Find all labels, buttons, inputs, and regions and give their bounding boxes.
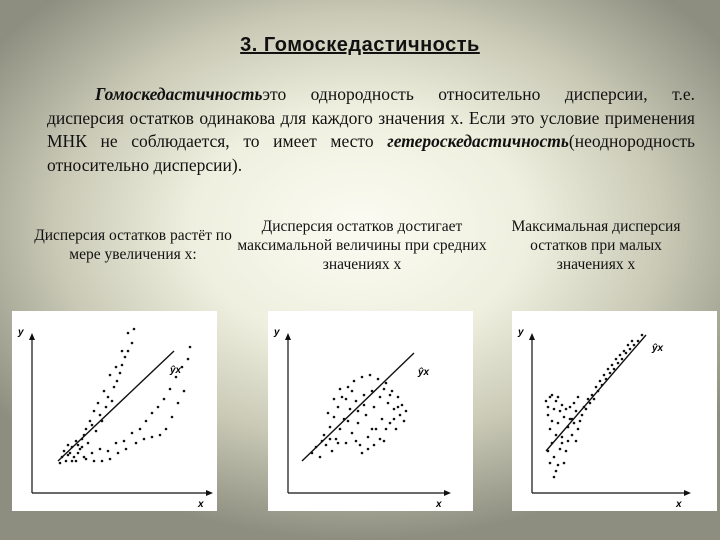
scatter-point: [311, 452, 314, 455]
scatter-point: [345, 442, 348, 445]
scatter-point: [633, 344, 636, 347]
scatter-point: [83, 456, 86, 459]
scatter-point: [637, 340, 640, 343]
scatter-point: [561, 404, 564, 407]
y-axis-label: y: [274, 327, 280, 338]
scatter-point: [335, 438, 338, 441]
scatter-point: [365, 414, 368, 417]
scatter-point: [357, 410, 360, 413]
scatter-plot-low-x: [512, 311, 717, 511]
scatter-point: [401, 404, 404, 407]
x-axis-arrow: [206, 490, 213, 496]
scatter-point: [93, 410, 96, 413]
scatter-point: [145, 420, 148, 423]
scatter-point: [593, 398, 596, 401]
scatter-point: [357, 422, 360, 425]
scatter-point: [615, 358, 618, 361]
term-homoscedasticity: Гомоскедастичность: [95, 84, 263, 104]
scatter-point: [575, 440, 578, 443]
scatter-point: [561, 436, 564, 439]
scatter-point: [367, 436, 370, 439]
scatter-point: [549, 396, 552, 399]
scatter-point: [551, 420, 554, 423]
scatter-point: [547, 414, 550, 417]
y-axis-label: y: [518, 327, 524, 338]
scatter-point: [389, 394, 392, 397]
scatter-point: [71, 460, 74, 463]
scatter-point: [65, 460, 68, 463]
scatter-point: [389, 422, 392, 425]
scatter-point: [363, 404, 366, 407]
scatter-point: [115, 366, 118, 369]
scatter-point: [631, 340, 634, 343]
scatter-point: [353, 380, 356, 383]
scatter-point: [553, 456, 556, 459]
scatter-point: [163, 398, 166, 401]
caption-increasing-variance: Дисперсия остатков растёт по мере увеличения x:: [34, 227, 232, 263]
scatter-plot-middle: [268, 311, 473, 511]
scatter-point: [583, 406, 586, 409]
scatter-point: [187, 358, 190, 361]
scatter-point: [75, 440, 78, 443]
scatter-point: [351, 390, 354, 393]
scatter-point: [189, 346, 192, 349]
scatter-point: [629, 348, 632, 351]
scatter-svg-2: [268, 311, 473, 511]
scatter-point: [343, 418, 346, 421]
caption-middle-variance: Дисперсия остатков достигает максимальной величины при средних значениях x: [237, 218, 487, 273]
scatter-point: [373, 406, 376, 409]
scatter-point: [355, 440, 358, 443]
scatter-point: [553, 408, 556, 411]
y-axis-arrow: [529, 333, 535, 340]
scatter-point: [361, 376, 364, 379]
scatter-svg-1: [12, 311, 217, 511]
scatter-point: [405, 410, 408, 413]
scatter-point: [367, 448, 370, 451]
scatter-point: [91, 452, 94, 455]
scatter-point: [363, 394, 366, 397]
scatter-point: [395, 428, 398, 431]
x-axis-arrow: [444, 490, 451, 496]
scatter-point: [617, 362, 620, 365]
scatter-point: [77, 444, 80, 447]
scatter-point: [115, 442, 118, 445]
scatter-point: [99, 414, 102, 417]
scatter-point: [135, 442, 138, 445]
scatter-point: [565, 408, 568, 411]
scatter-point: [385, 382, 388, 385]
regression-line-label: ŷx: [652, 343, 664, 354]
scatter-point: [67, 444, 70, 447]
scatter-point: [627, 344, 630, 347]
scatter-point: [559, 410, 562, 413]
scatter-point: [171, 416, 174, 419]
scatter-point: [387, 402, 390, 405]
scatter-point: [641, 334, 644, 337]
scatter-point: [545, 400, 548, 403]
scatter-point: [611, 364, 614, 367]
scatter-point: [105, 406, 108, 409]
scatter-point: [553, 476, 556, 479]
scatter-point: [93, 460, 96, 463]
scatter-point: [69, 452, 72, 455]
scatter-point: [599, 380, 602, 383]
scatter-point: [101, 420, 104, 423]
scatter-dots: [311, 374, 408, 459]
scatter-point: [333, 416, 336, 419]
scatter-point: [571, 434, 574, 437]
scatter-point: [83, 434, 86, 437]
scatter-point: [133, 328, 136, 331]
scatter-point: [329, 438, 332, 441]
scatter-point: [97, 402, 100, 405]
scatter-point: [81, 438, 84, 441]
scatter-point: [381, 418, 384, 421]
scatter-point: [549, 428, 552, 431]
x-axis-label: x: [198, 499, 204, 510]
scatter-point: [601, 384, 604, 387]
definition-paragraph: [47, 83, 695, 177]
scatter-point: [321, 440, 324, 443]
scatter-point: [573, 402, 576, 405]
scatter-point: [91, 424, 94, 427]
scatter-point: [107, 396, 110, 399]
scatter-point: [315, 446, 318, 449]
scatter-point: [373, 444, 376, 447]
scatter-point: [127, 350, 130, 353]
scatter-point: [625, 352, 628, 355]
scatter-point: [71, 446, 74, 449]
definition-text-end: (неоднородность относительно дисперсии).: [47, 131, 695, 175]
scatter-point: [159, 434, 162, 437]
scatter-point: [555, 400, 558, 403]
scatter-point: [85, 458, 88, 461]
scatter-point: [143, 438, 146, 441]
scatter-point: [337, 442, 340, 445]
scatter-point: [341, 396, 344, 399]
scatter-point: [339, 388, 342, 391]
scatter-point: [85, 428, 88, 431]
scatter-point: [89, 420, 92, 423]
scatter-point: [549, 462, 552, 465]
scatter-point: [113, 386, 116, 389]
scatter-point: [567, 426, 570, 429]
scatter-point: [383, 388, 386, 391]
scatter-point: [603, 374, 606, 377]
scatter-point: [151, 412, 154, 415]
scatter-point: [73, 456, 76, 459]
scatter-point: [77, 452, 80, 455]
scatter-point: [597, 390, 600, 393]
scatter-point: [103, 390, 106, 393]
scatter-point: [557, 396, 560, 399]
scatter-point: [577, 428, 580, 431]
regression-line-label: ŷx: [170, 365, 182, 376]
scatter-point: [551, 394, 554, 397]
regression-line-label: ŷx: [418, 367, 430, 378]
scatter-point: [109, 374, 112, 377]
scatter-point: [399, 414, 402, 417]
scatter-point: [569, 406, 572, 409]
scatter-point: [391, 390, 394, 393]
scatter-point: [139, 428, 142, 431]
scatter-point: [81, 446, 84, 449]
scatter-point: [555, 470, 558, 473]
scatter-point: [393, 418, 396, 421]
scatter-point: [75, 460, 78, 463]
scatter-point: [393, 408, 396, 411]
scatter-point: [325, 444, 328, 447]
scatter-point: [595, 386, 598, 389]
scatter-point: [623, 350, 626, 353]
scatter-point: [547, 450, 550, 453]
scatter-point: [169, 388, 172, 391]
scatter-point: [589, 402, 592, 405]
scatter-point: [123, 440, 126, 443]
definition-text: это однородность относительно дисперсии, т.е. дисперсия остатков одинакова для каждого значения x. Если это условие применения МНК не соблюдается, то имеет место: [47, 84, 695, 151]
scatter-point: [67, 454, 70, 457]
scatter-point: [587, 398, 590, 401]
scatter-point: [379, 396, 382, 399]
scatter-point: [613, 368, 616, 371]
scatter-point: [347, 420, 350, 423]
scatter-point: [385, 428, 388, 431]
scatter-point: [339, 428, 342, 431]
scatter-point: [397, 406, 400, 409]
slide-title: 3. Гомоскедастичность: [240, 34, 480, 56]
scatter-point: [557, 464, 560, 467]
scatter-point: [585, 408, 588, 411]
scatter-point: [577, 396, 580, 399]
scatter-dots: [59, 328, 192, 465]
scatter-point: [109, 458, 112, 461]
scatter-point: [377, 378, 380, 381]
scatter-point: [383, 440, 386, 443]
scatter-point: [63, 450, 66, 453]
x-axis-label: x: [436, 499, 442, 510]
scatter-point: [371, 428, 374, 431]
scatter-point: [101, 460, 104, 463]
scatter-point: [87, 442, 90, 445]
scatter-point: [327, 412, 330, 415]
y-axis-arrow: [285, 333, 291, 340]
scatter-point: [119, 372, 122, 375]
scatter-point: [59, 462, 62, 465]
scatter-point: [99, 448, 102, 451]
scatter-point: [609, 372, 612, 375]
scatter-point: [116, 380, 119, 383]
scatter-point: [117, 452, 120, 455]
scatter-point: [131, 432, 134, 435]
scatter-point: [107, 450, 110, 453]
scatter-point: [567, 440, 570, 443]
scatter-point: [369, 374, 372, 377]
scatter-point: [333, 398, 336, 401]
scatter-point: [555, 434, 558, 437]
scatter-point: [319, 456, 322, 459]
scatter-point: [591, 394, 594, 397]
scatter-point: [557, 422, 560, 425]
scatter-point: [351, 432, 354, 435]
scatter-point: [573, 422, 576, 425]
scatter-point: [403, 420, 406, 423]
scatter-point: [619, 354, 622, 357]
scatter-point: [337, 406, 340, 409]
scatter-point: [551, 442, 554, 445]
scatter-point: [575, 410, 578, 413]
scatter-point: [111, 400, 114, 403]
scatter-point: [323, 434, 326, 437]
scatter-point: [183, 390, 186, 393]
scatter-point: [345, 398, 348, 401]
scatter-point: [157, 406, 160, 409]
x-axis-arrow: [684, 490, 691, 496]
scatter-point: [563, 416, 566, 419]
scatter-point: [359, 444, 362, 447]
scatter-plot-increasing: [12, 311, 217, 511]
regression-line: [546, 335, 646, 451]
scatter-point: [127, 332, 130, 335]
scatter-point: [397, 396, 400, 399]
scatter-point: [605, 378, 608, 381]
scatter-point: [121, 364, 124, 367]
scatter-point: [61, 456, 64, 459]
scatter-point: [347, 386, 350, 389]
scatter-point: [621, 358, 624, 361]
x-axis-label: x: [676, 499, 682, 510]
scatter-point: [607, 368, 610, 371]
scatter-point: [95, 430, 98, 433]
y-axis-label: y: [18, 327, 24, 338]
scatter-point: [124, 356, 127, 359]
scatter-point: [375, 428, 378, 431]
scatter-point: [355, 400, 358, 403]
term-heteroscedasticity: гетероскедастичность: [387, 131, 569, 151]
scatter-point: [165, 428, 168, 431]
scatter-point: [561, 442, 564, 445]
scatter-point: [563, 462, 566, 465]
scatter-point: [571, 418, 574, 421]
scatter-point: [329, 426, 332, 429]
scatter-point: [125, 448, 128, 451]
scatter-point: [349, 408, 352, 411]
scatter-point: [121, 350, 124, 353]
scatter-point: [151, 436, 154, 439]
scatter-point: [547, 406, 550, 409]
scatter-point: [79, 448, 82, 451]
scatter-point: [331, 450, 334, 453]
scatter-point: [579, 420, 582, 423]
y-axis-arrow: [29, 333, 35, 340]
scatter-point: [559, 448, 562, 451]
scatter-svg-3: [512, 311, 717, 511]
scatter-point: [177, 402, 180, 405]
caption-low-x-variance: Максимальная дисперсия остатков при малых значениях x: [511, 218, 681, 273]
scatter-point: [175, 376, 178, 379]
scatter-point: [371, 390, 374, 393]
scatter-point: [379, 438, 382, 441]
scatter-point: [131, 342, 134, 345]
scatter-point: [581, 414, 584, 417]
scatter-point: [361, 452, 364, 455]
scatter-point: [565, 450, 568, 453]
scatter-point: [181, 366, 184, 369]
